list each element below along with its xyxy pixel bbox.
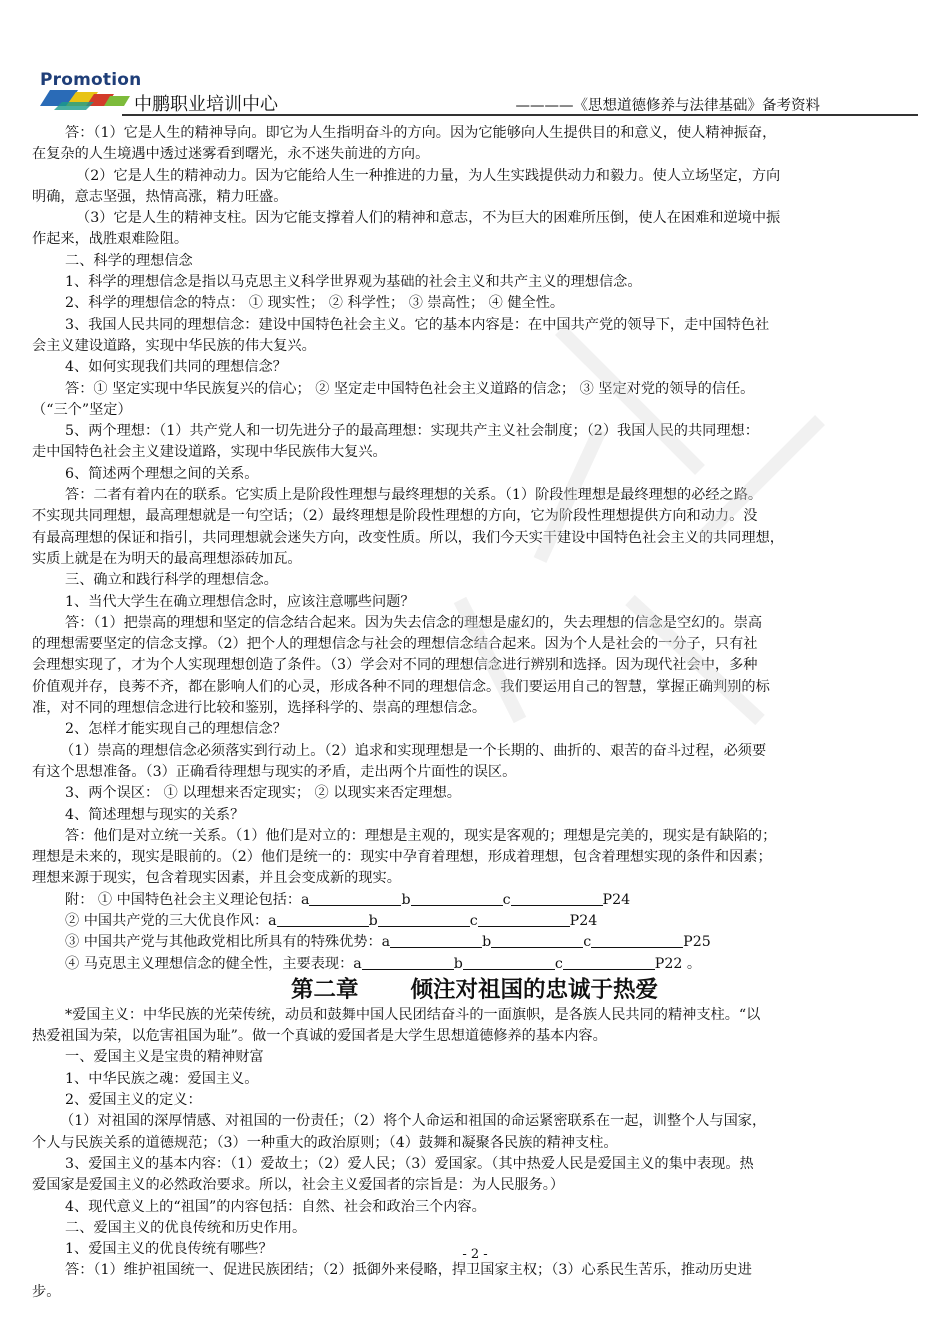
blank-field[interactable]: [511, 890, 603, 906]
text-line: 理想来源于现实，包含着现实因素，并且会变成新的现实。: [32, 870, 401, 887]
text-line: 3、两个误区： ① 以理想来否定现实； ② 以现实来否定理想。: [65, 785, 461, 802]
page-ref: P24: [569, 912, 598, 929]
text-line: （1）崇高的理想信念必须落实到行动上。（2）追求和实现理想是一个长期的、曲折的、艰苦的奋斗过程，必须要: [60, 742, 767, 759]
fill-in-text: 附： ① 中国特色社会主义理论包括：a: [65, 891, 310, 908]
fill-in-line: 附： ① 中国特色社会主义理论包括：a b c P24: [65, 891, 631, 908]
text-line: 答：二者有着内在的联系。它实质上是阶段性理想与最终理想的关系。（1）阶段性理想是最终理想的必经之路。: [65, 487, 763, 504]
blank-field[interactable]: [591, 932, 683, 948]
text-line: 3、我国人民共同的理想信念：建设中国特色社会主义。它的基本内容是：在中国共产党的领导下，走中国特色社: [65, 316, 770, 333]
page-header: [32, 66, 918, 120]
text-line: 答：① 坚定实现中华民族复兴的信心； ② 坚定走中国特色社会主义道路的信念； ③ 坚定对党的领导的信任。: [65, 380, 755, 397]
text-line: 步。: [32, 1283, 61, 1300]
chapter-number: 第二章: [290, 976, 359, 1003]
chapter-title: 倾注对祖国的忠诚于热爱: [410, 976, 659, 1003]
header-divider: [122, 114, 918, 116]
text-line: 实质上就是在为明天的最高理想添砖加瓦。: [32, 550, 302, 567]
blank-field[interactable]: [378, 911, 470, 927]
blank-field[interactable]: [478, 911, 570, 927]
logo-text: Promotion: [40, 70, 142, 90]
text-line: 4、现代意义上的“祖国”的内容包括：自然、社会和政治三个内容。: [65, 1198, 486, 1215]
page-content: [32, 123, 917, 1303]
text-line: 有最高理想的保证和指引，共同理想就会迷失方向，改变性质。所以，我们今天实干建设中国特色社会主义的共同理想，: [32, 529, 784, 546]
text-line: 3、爱国主义的基本内容：（1）爱故土；（2）爱人民；（3）爱国家。（其中热爱人民是爱国主义的集中表现。热: [65, 1155, 754, 1172]
fill-in-text: ③ 中国共产党与其他政党相比所具有的特殊优势：a: [65, 934, 391, 951]
text-line: 答：（1）它是人生的精神导向。即它为人生指明奋斗的方向。因为它能够向人生提供目的和意义，使人精神振奋，: [65, 125, 777, 141]
blank-field[interactable]: [277, 911, 369, 927]
text-line: 1、中华民族之魂：爱国主义。: [65, 1070, 259, 1087]
fill-in-text: ② 中国共产党的三大优良作风：a: [65, 912, 277, 929]
fill-in-text: ④ 马克思主义理想信念的健全性，主要表现：a: [65, 955, 362, 972]
text-line: 6、简述两个理想之间的关系。: [65, 465, 259, 482]
text-line: 2、爱国主义的定义：: [65, 1092, 202, 1109]
document-title: ————《思想道德修养与法律基础》备考资料: [515, 98, 820, 114]
blank-field[interactable]: [563, 954, 655, 970]
chapter-heading: [32, 975, 917, 1005]
text-line: 会理想实现了，才为个人实现理想创造了条件。（3）学会对不同的理想信念进行辨别和选择。因为现代社会中，多种: [32, 657, 758, 674]
text-line: 不实现共同理想，最高理想就是一句空话；（2）最终理想是阶段性理想的方向，它为阶段性理想提供方向和动力。没: [32, 508, 758, 525]
blank-field[interactable]: [362, 954, 454, 970]
blank-field[interactable]: [463, 954, 555, 970]
text-line: 1、当代大学生在确立理想信念时，应该注意哪些问题？: [65, 593, 415, 610]
page-number: - 2 -: [462, 1247, 488, 1262]
text-line: 个人与民族关系的道德规范；（3）一种重大的政治原则；（4）鼓舞和凝聚各民族的精神支柱。: [32, 1134, 618, 1151]
text-line: 答：（1）把崇高的理想和坚定的信念结合起来。因为失去信念的理想是虚幻的，失去理想的信念是空幻的。崇高: [65, 614, 763, 631]
blank-field[interactable]: [491, 932, 583, 948]
text-line: （“三个”坚定）: [32, 401, 132, 418]
text-line: 爱国家是爱国主义的必然政治要求。所以，社会主义爱国者的宗旨是：为人民服务。）: [32, 1177, 565, 1194]
text-line: 4、简述理想与现实的关系？: [65, 806, 245, 823]
text-line: 走中国特色社会主义建设道路，实现中华民族伟大复兴。: [32, 444, 387, 461]
page-ref: P22 。: [654, 955, 702, 972]
text-line: 答：他们是对立统一关系。（1）他们是对立的：理想是主观的，现实是客观的；理想是完美的，现实是有缺陷的；: [65, 827, 777, 844]
text-line: 5、两个理想：（1）共产党人和一切先进分子的最高理想：实现共产主义社会制度；（2）我国人民的共同理想：: [65, 423, 759, 440]
fill-in-line: ④ 马克思主义理想信念的健全性，主要表现：a b c P22 。: [65, 955, 702, 972]
page-ref: P25: [683, 934, 711, 951]
text-line: *爱国主义：中华民族的光荣传统，动员和鼓舞中国人民团结奋斗的一面旗帜，是各族人民共同的精神支柱。“以: [65, 1006, 761, 1023]
text-line: 准，对不同的理想信念进行比较和鉴别，选择科学的、崇高的理想信念。: [32, 700, 487, 717]
page-ref: P24: [602, 891, 631, 908]
text-line: 会主义建设道路，实现中华民族的伟大复兴。: [32, 337, 316, 354]
section-heading: 二、科学的理想信念: [65, 252, 193, 269]
text-line: （1）对祖国的深厚情感、对祖国的一份责任；（2）将个人命运和祖国的命运紧密联系在一起，训整个人与国家，: [60, 1113, 767, 1130]
text-line: （3）它是人生的精神支柱。因为它能支撑着人们的精神和意志，不为巨大的困难所压倒，使人在困难和逆境中振: [76, 210, 781, 227]
text-line: 价值观并存，良莠不齐，都在影响人们的心灵，形成各种不同的理想信念。我们要运用自己的智慧，掌握正确判别的标: [32, 678, 770, 695]
fill-in-line: ② 中国共产党的三大优良作风：a b c P24: [65, 912, 598, 929]
text-line: 有这个思想准备。（3）正确看待理想与现实的矛盾，走出两个片面性的误区。: [32, 763, 517, 780]
text-line: 答：（1）维护祖国统一、促进民族团结；（2）抵御外来侵略，捍卫国家主权；（3）心系民生苦乐，推动历史进: [65, 1262, 752, 1279]
text-line: 的理想需要坚定的信念支撑。（2）把个人的理想信念与社会的理想信念结合起来。因为个人是社会的一分子，只有社: [32, 636, 758, 653]
section-heading: 二、爱国主义的优良传统和历史作用。: [65, 1219, 307, 1236]
text-line: 在复杂的人生境遇中透过迷雾看到曙光，永不迷失前进的方向。: [32, 146, 430, 163]
text-line: 明确，意志坚强，热情高涨，精力旺盛。: [32, 188, 288, 205]
blank-field[interactable]: [411, 890, 503, 906]
blank-field[interactable]: [309, 890, 401, 906]
section-heading: 一、爱国主义是宝贵的精神财富: [65, 1049, 264, 1066]
text-line: 1、爱国主义的优良传统有哪些？: [65, 1241, 273, 1258]
text-line: 热爱祖国为荣，以危害祖国为耻”。做一个真诚的爱国者是大学生思想道德修养的基本内容。: [32, 1028, 607, 1045]
text-line: 理想是未来的，现实是眼前的。（2）他们是统一的：现实中孕育着理想，形成着理想，包含着理想实现的条件和因素；: [32, 849, 772, 866]
text-line: 1、科学的理想信念是指以马克思主义科学世界观为基础的社会主义和共产主义的理想信念。: [65, 274, 642, 291]
text-line: 2、科学的理想信念的特点： ① 现实性； ② 科学性； ③ 崇高性； ④ 健全性。: [65, 295, 565, 312]
text-line: 4、如何实现我们共同的理想信念？: [65, 359, 287, 376]
text-line: 2、怎样才能实现自己的理想信念？: [65, 721, 287, 738]
text-line: （2）它是人生的精神动力。因为它能给人生一种推进的力量，为人生实践提供动力和毅力。使人立场坚定，方向: [76, 167, 781, 184]
blank-field[interactable]: [390, 932, 482, 948]
section-heading: 三、确立和践行科学的理想信念。: [65, 572, 278, 589]
promotion-logo: [32, 66, 142, 116]
text-line: 作起来，战胜艰难险阻。: [32, 231, 189, 248]
org-name: 中鹏职业培训中心: [134, 94, 278, 115]
fill-in-line: ③ 中国共产党与其他政党相比所具有的特殊优势：a b c P25: [65, 934, 711, 951]
